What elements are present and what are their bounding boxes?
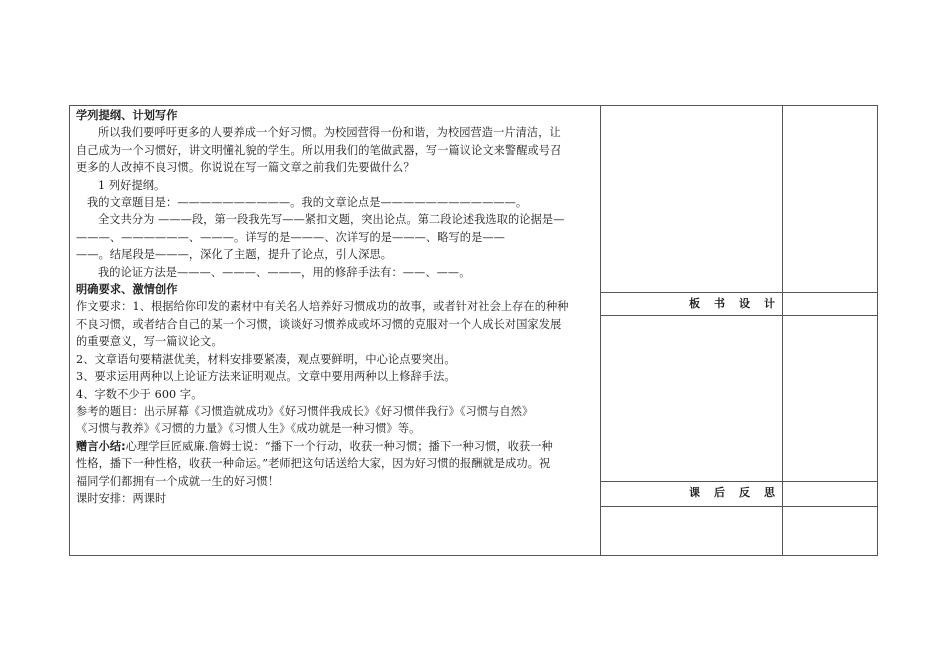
paragraph-line: 4、字数不少于 600 字。	[76, 387, 203, 401]
paragraph-line: 2、文章语句要精湛优美，材料安排要紧凑，观点要鲜明，中心论点要突出。	[76, 352, 456, 366]
summary-text: 心理学巨匠威廉.詹姆士说：“播下一个行动，收获一种习惯；播下一种习惯，收获一种	[125, 439, 553, 453]
board-design-heading: 板书设计	[689, 297, 789, 310]
schedule-line: 课时安排：两课时	[76, 491, 167, 505]
paragraph-line: 1 列好提纲。	[98, 178, 166, 192]
summary-line	[76, 438, 596, 455]
reflection-heading: 课后反思	[689, 486, 789, 499]
section-heading-outline: 学列提纲、计划写作	[76, 109, 178, 122]
lesson-content	[76, 107, 596, 507]
paragraph-line: 更多的人改掉不良习惯。你说说在写一篇文章之前我们先要做什么？	[76, 161, 415, 175]
paragraph-line: 3、要求运用两种以上论证方法来证明观点。文章中要用两种以上修辞手法。	[76, 370, 456, 384]
row-divider-top	[600, 292, 878, 293]
summary-line: 福同学们都拥有一个成就一生的好习惯！	[76, 474, 280, 488]
paragraph-line: 的重要意义，写一篇议论文。	[76, 335, 223, 349]
paragraph-line: 《习惯与教养》《习惯的力量》《习惯人生》《成功就是一种习惯》等。	[76, 422, 421, 436]
summary-line: 性格，播下一种性格，收获一种命运。”老师把这句话送给大家，因为好习惯的报酬就是成功。祝	[76, 457, 551, 471]
paragraph-line: ———、——————、———。详写的是———、次详写的是———、略写的是——	[76, 230, 505, 244]
paragraph-line: 我的文章题目是：——————————。我的文章论点是————————————。	[87, 196, 528, 210]
paragraph-line: 所以我们要呼吁更多的人要养成一个好习惯。为校园营得一份和谐，为校园营造一片清洁，让	[98, 126, 561, 140]
paragraph-line: 作文要求：1、根据给你印发的素材中有关名人培养好习惯成功的故事，或者针对社会上存在的种种	[76, 300, 569, 314]
paragraph-line: 全文共分为 ———段，第一段我先写——紧扣文题，突出论点。第二段论述我选取的论据是—	[98, 213, 565, 227]
row-divider-board	[600, 315, 878, 316]
row-divider-middle	[600, 481, 878, 482]
paragraph-line: 不良习惯，或者结合自己的某一个习惯，谈谈好习惯养成或坏习惯的克服对一个人成长对国家发展	[76, 317, 562, 331]
summary-label: 赠言小结:	[76, 439, 126, 453]
paragraph-line: 参考的题目：出示屏幕《习惯造就成功》《好习惯伴我成长》《好习惯伴我行》《习惯与自然》	[76, 404, 534, 418]
paragraph-line: ——。结尾段是———，深化了主题，提升了论点，引人深思。	[76, 248, 393, 262]
row-divider-reflection	[600, 506, 878, 507]
section-heading-requirements: 明确要求、激情创作	[76, 283, 178, 297]
paragraph-line: 自己成为一个习惯好，讲文明懂礼貌的学生。所以用我们的笔做武器，写一篇议论文来警醒或号召	[76, 143, 562, 157]
paragraph-line: 我的论证方法是———、———、———，用的修辞手法有：——、——。	[98, 265, 471, 279]
